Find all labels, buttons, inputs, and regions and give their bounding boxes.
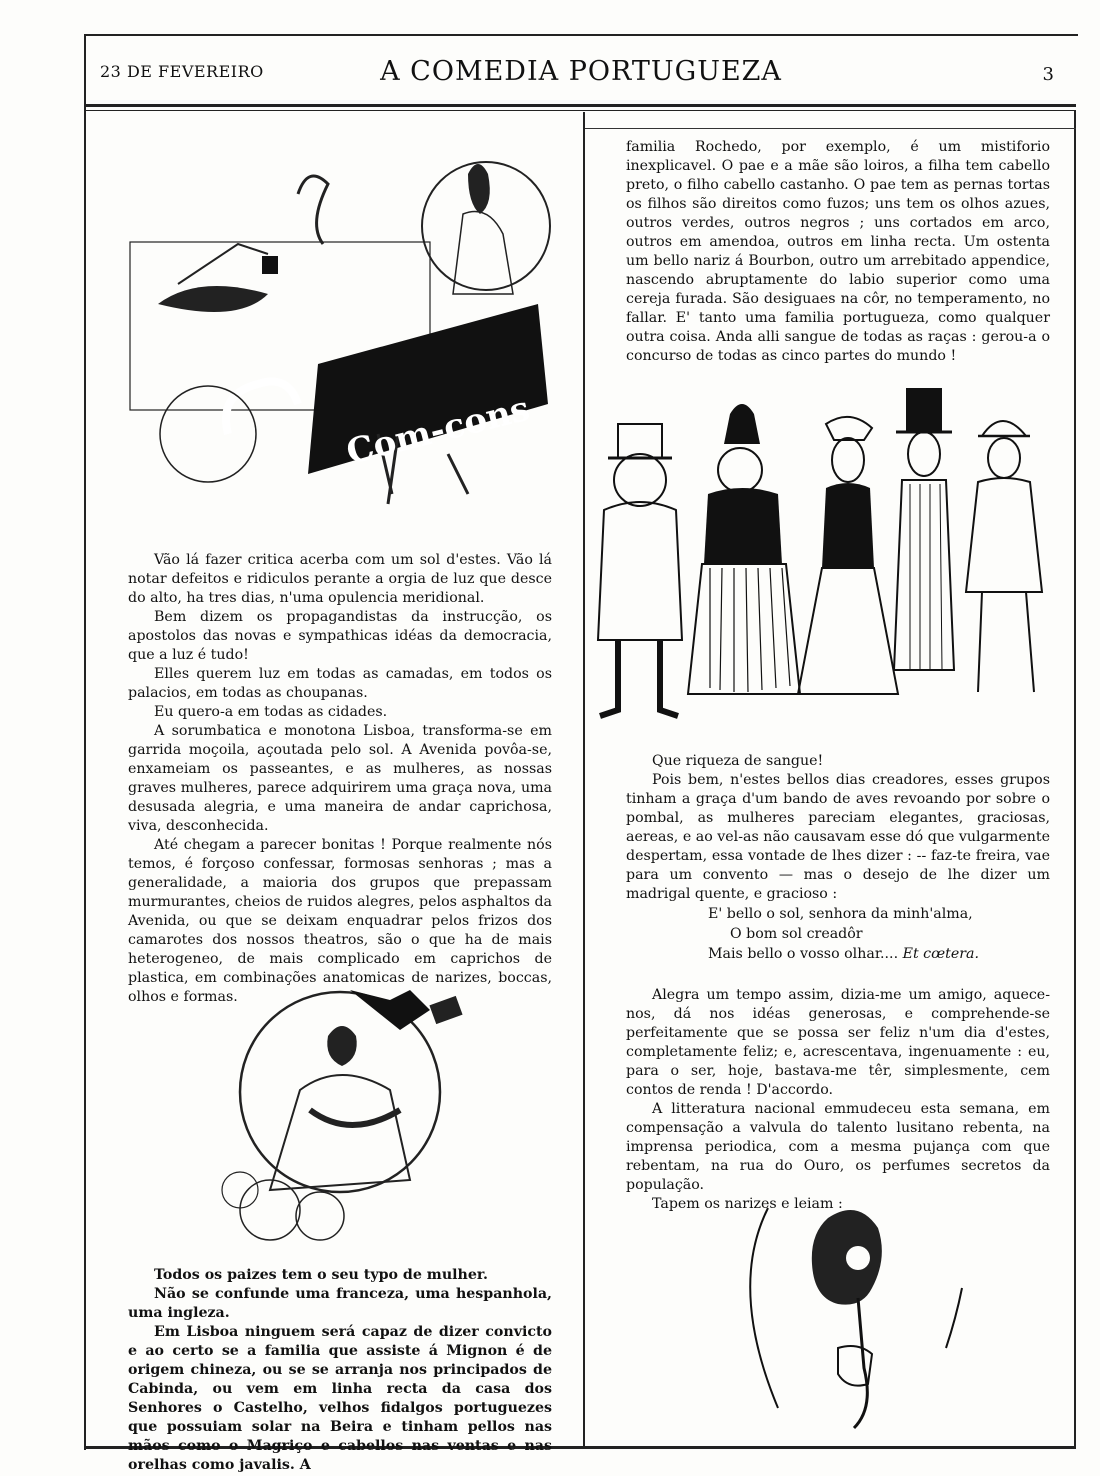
header-date: 23 DE FEVEREIRO [100, 62, 264, 81]
verse-line-text: Mais bello o vosso olhar.... [708, 946, 899, 962]
paragraph: Até chegam a parecer bonitas ! Porque realmente nós temos, é forçoso confessar, formosas senhoras ; mas a generalidade, a maioria dos grupos que prepassam murmurantes, cheios de ruidos alegres, pelos asphaltos da Avenida, ou que se deixam enquadrar pelos frizos dos camarotes dos nossos theatros, são o que ha de mais heterogeneo, de mais complicado em caprichos de plastica, em combinações anatomicas de narizes, boccas, olhos e formas. [128, 837, 552, 1005]
verse-line: E' bello o sol, senhora da minh'alma, [708, 906, 973, 922]
right-column-top-rule [585, 128, 1076, 129]
paragraph: Não se confunde uma franceza, uma hespanhola, uma ingleza. [128, 1286, 552, 1321]
paragraph: Em Lisboa ninguem será capaz de dizer convicto e ao certo se a familia que assiste á Mignon é de origem chineza, ou se se arranja nos principados de Cabinda, ou vem em linha recta da casa dos Senhores o Castelho, velhos fidalgos portuguezes que possuiam solar na Beira e tinham pellos nas mãos como o Magriço e cabellos nas ventas e nas orelhas como javalis. A [128, 1324, 552, 1473]
left-article-block-2 [128, 1266, 552, 1475]
illustration-seated-woman [200, 980, 500, 1250]
header-title: A COMEDIA PORTUGUEZA [380, 56, 782, 87]
illustration-com-cons [118, 134, 568, 534]
frame-right-rule [1074, 110, 1076, 1448]
verse-line-italic: Et cœtera. [902, 946, 979, 962]
paragraph: A sorumbatica e monotona Lisboa, transforma-se em garrida moçoila, açoutada pelo sol. A Avenida povôa-se, enxameiam os passeantes, e as mulheres, as nossas graves mulheres, parece adquirirem uma graça nova, uma desusada alegria, e uma maneira de andar caprichosa, viva, desconhecida. [128, 723, 552, 834]
verse-line: O bom sol creadôr [730, 926, 863, 942]
paragraph: A litteratura nacional emmudeceu esta semana, em compensação a valvula do talento lusitano rebenta, na imprensa periodica, com a mesma pujança com que rebentam, na rua do Ouro, os perfumes secretos da população. [626, 1101, 1050, 1193]
madrigal-verse [700, 904, 1040, 964]
left-article-block-1 [128, 551, 552, 1007]
page-header [86, 52, 1076, 100]
illustration-family-group [590, 384, 1074, 724]
right-article-block-2 [626, 752, 1050, 904]
page-number: 3 [1042, 64, 1054, 85]
header-rule [86, 104, 1076, 107]
header-rule-thin [86, 110, 1076, 111]
paragraph: Bem dizem os propagandistas da instrucção, os apostolos das novas e sympathicas idéas da democracia, que a luz é tudo! [128, 609, 552, 663]
paragraph: Alegra um tempo assim, dizia-me um amigo, aquece-nos, dá nos idéas generosas, e comprehende-se perfeitamente que se possa ser feliz n'um dia d'estes, completamente feliz; e, acrescentava, ingenuamente : eu, para o ser, hoje, bastava-me têr, simplesmente, cem contos de renda ! D'accordo. [626, 987, 1050, 1098]
illustration-hand-mirror [738, 1198, 978, 1438]
paragraph: Pois bem, n'estes bellos dias creadores, esses grupos tinham a graça d'um bando de aves revoando por sobre o pombal, as mulheres pareciam elegantes, graciosas, aereas, e ao vel-as não causavam esse dó que vulgarmente despertam, essa vontade de lhes dizer : -- faz-te freira, vae para um convento — mas o desejo de lhe dizer um madrigal quente, e gracioso : [626, 772, 1050, 902]
verse-line [700, 944, 1040, 964]
paragraph: Todos os paizes tem o seu typo de mulher. [154, 1267, 488, 1283]
right-article-block-1 [626, 138, 1050, 366]
column-divider [583, 112, 585, 1446]
paragraph: Elles querem luz em todas as camadas, em todos os palacios, em todas as choupanas. [128, 666, 552, 701]
right-article-block-3 [626, 986, 1050, 1214]
com-cons-lettering: Com-cons [342, 388, 534, 473]
paragraph: Tapem os narizes e leiam : [652, 1196, 843, 1212]
paragraph: Que riqueza de sangue! [652, 753, 824, 769]
paragraph: Eu quero-a em todas as cidades. [154, 704, 388, 720]
paragraph: familia Rochedo, por exemplo, é um mistiforio inexplicavel. O pae e a mãe são loiros, a filha tem cabello preto, o filho cabello castanho. O pae tem as pernas tortas os filhos são direitos como fuzos; uns tem os olhos azues, outros verdes, outros negros ; uns cortados em arco, outros em amendoa, outros em linha recta. Um ostenta um bello nariz á Bourbon, outro um arrebitado appendice, nascendo abruptamente do labio superior como uma cereja furada. São desiguaes na côr, no temperamento, no fallar. E' tanto uma familia portugueza, como qualquer outra coisa. Anda alli sangue de todas as raças : gerou-a o concurso de todas as cinco partes do mundo ! [626, 139, 1050, 364]
paragraph: Vão lá fazer critica acerba com um sol d'estes. Vão lá notar defeitos e ridiculos perante a orgia de luz que desce do alto, ha tres dias, n'uma opulencia meridional. [128, 552, 552, 606]
